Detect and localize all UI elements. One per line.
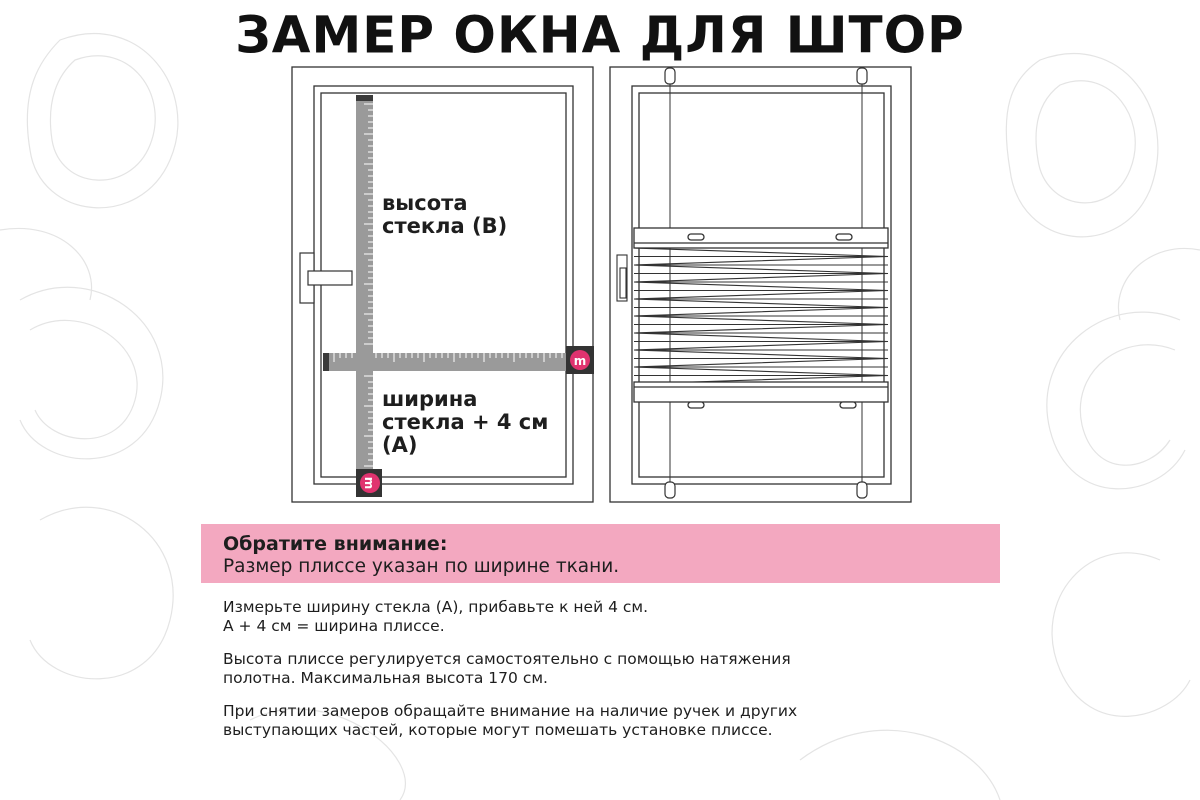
blind-top-rail: [634, 228, 888, 248]
page-title: ЗАМЕР ОКНА ДЛЯ ШТОР: [235, 5, 965, 65]
right-window-handle: [617, 255, 627, 301]
glass-width-label-line: стекла + 4 см: [382, 410, 549, 434]
glass-width-label-line: (А): [382, 433, 418, 457]
instruction-line: При снятии замеров обращайте внимание на наличие ручек и других: [223, 702, 798, 720]
glass-height-label-line: стекла (В): [382, 214, 508, 238]
svg-text:m: m: [362, 476, 376, 490]
instruction-line: А + 4 см = ширина плиссе.: [223, 617, 445, 635]
instruction-line: выступающих частей, которые могут помешать установке плиссе.: [223, 721, 773, 739]
instruction-line: полотна. Максимальная высота 170 см.: [223, 669, 548, 687]
glass-width-label: [382, 388, 548, 457]
instruction-paragraph: [223, 702, 943, 740]
height-ruler: [356, 95, 373, 494]
instructions: [223, 598, 943, 754]
svg-text:m: m: [573, 354, 587, 368]
glass-height-label: [382, 192, 507, 238]
notice-title: Обратите внимание:: [223, 533, 448, 555]
instruction-paragraph: [223, 650, 943, 688]
instruction-paragraph: [223, 598, 943, 636]
width-ruler: [323, 353, 593, 371]
tape-measure-end-icon: [356, 469, 382, 497]
glass-height-label-line: высота: [382, 191, 468, 215]
glass-width-label-line: ширина: [382, 387, 478, 411]
notice-text: Размер плиссе указан по ширине ткани.: [223, 556, 620, 577]
instruction-line: Измерьте ширину стекла (А), прибавьте к ней 4 см.: [223, 598, 649, 616]
right-window-drawing: [610, 67, 911, 502]
notice-banner: [201, 524, 1000, 583]
instruction-line: Высота плиссе регулируется самостоятельно с помощью натяжения: [223, 650, 791, 668]
tape-measure-end-icon: [566, 346, 594, 374]
